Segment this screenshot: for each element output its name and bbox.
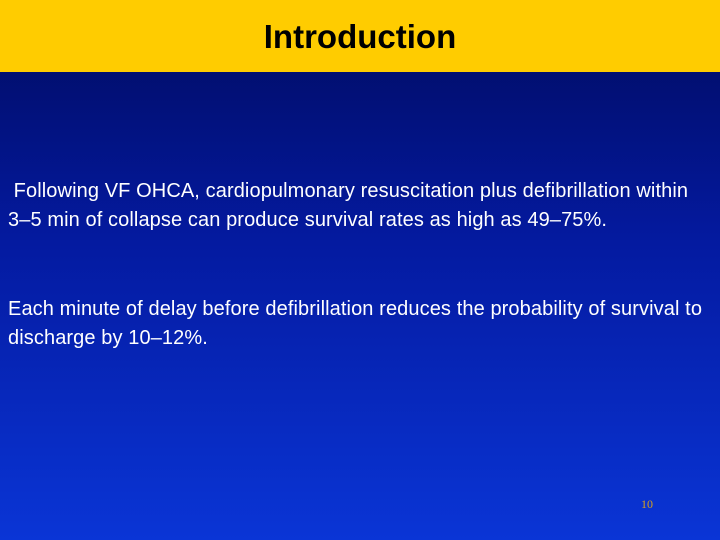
slide-title: Introduction bbox=[263, 18, 457, 55]
page-number: 10 bbox=[641, 497, 653, 511]
paragraph-delay-effect: Each minute of delay before defibrillation reduces the probability of survival to discharge by 10–12%. bbox=[8, 298, 703, 349]
paragraph-survival-rates: Following VF OHCA, cardiopulmonary resuscitation plus defibrillation within 3–5 min of collapse can produce survival rates as high as 49–75%. bbox=[8, 180, 694, 231]
title-bar bbox=[0, 0, 720, 72]
